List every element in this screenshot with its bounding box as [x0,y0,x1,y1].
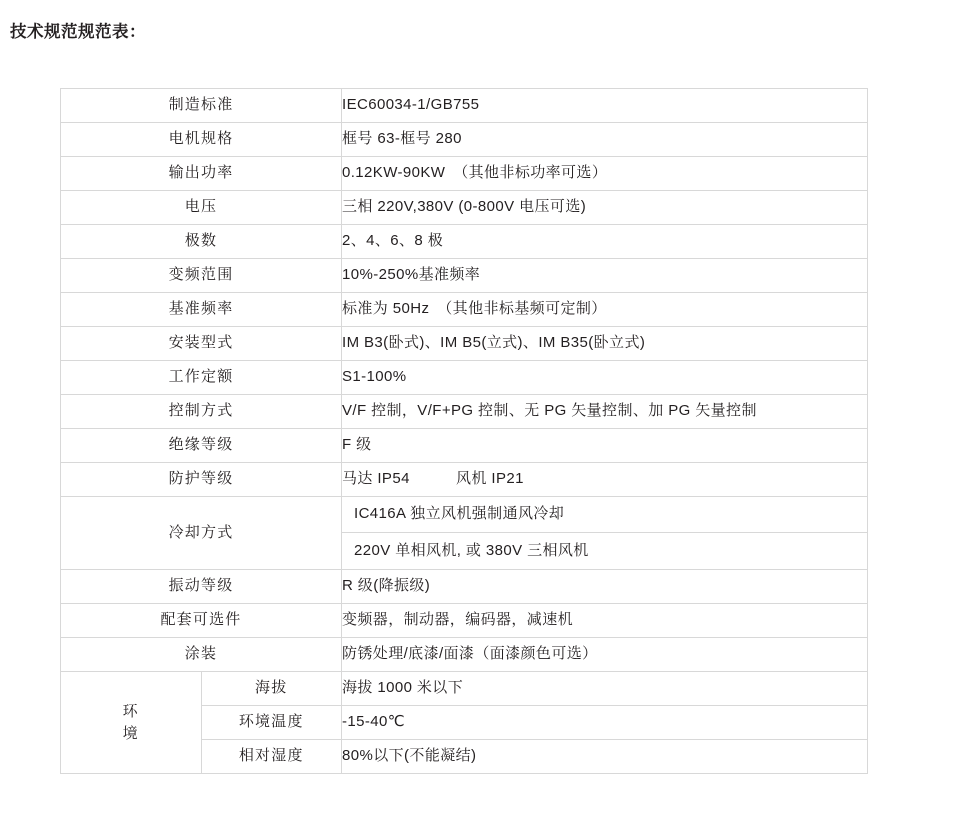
row-value: F 级 [342,429,868,463]
row-value: IM B3(卧式)、IM B5(立式)、IM B35(卧立式) [342,327,868,361]
row-value-group [342,497,868,570]
table-row [61,293,868,327]
row-label: 配套可选件 [61,604,342,638]
row-label: 绝缘等级 [61,429,342,463]
table-row [61,259,868,293]
row-value: -15-40℃ [342,706,868,740]
table-row [61,191,868,225]
row-value: IEC60034-1/GB755 [342,89,868,123]
row-label: 电压 [61,191,342,225]
row-value: 框号 63-框号 280 [342,123,868,157]
row-value-line: IC416A 独立风机强制通风冷却 [342,497,867,533]
table-row-cooling [61,497,868,570]
row-label: 涂装 [61,638,342,672]
specification-table-container [60,88,868,774]
table-row [61,395,868,429]
row-group-label-text: 环 境 [122,702,139,742]
row-value: 0.12KW-90KW （其他非标功率可选） [342,157,868,191]
table-row [61,89,868,123]
row-value: S1-100% [342,361,868,395]
page-title: 技术规范规范表： [10,23,146,41]
row-group-label [61,672,202,774]
row-value: 10%-250%基准频率 [342,259,868,293]
table-row [61,327,868,361]
row-label: 输出功率 [61,157,342,191]
row-label: 基准频率 [61,293,342,327]
row-value: 马达 IP54 风机 IP21 [342,463,868,497]
table-row-environment [61,672,868,706]
row-value-line: 220V 单相风机, 或 380V 三相风机 [354,541,589,559]
table-row [61,157,868,191]
table-row [61,361,868,395]
row-value: 80%以下(不能凝结) [342,740,868,774]
row-label: 控制方式 [61,395,342,429]
table-row [61,429,868,463]
row-label: 工作定额 [61,361,342,395]
row-label: 电机规格 [61,123,342,157]
row-label: 防护等级 [61,463,342,497]
row-label: 极数 [61,225,342,259]
row-label: 变频范围 [61,259,342,293]
row-label: 制造标准 [61,89,342,123]
row-label: 相对湿度 [201,740,342,774]
table-row [61,604,868,638]
row-value: 2、4、6、8 极 [342,225,868,259]
table-row [61,463,868,497]
row-value: 标准为 50Hz （其他非标基频可定制） [342,293,868,327]
table-row [61,225,868,259]
row-value: 防锈处理/底漆/面漆（面漆颜色可选） [342,638,868,672]
row-label: 海拔 [201,672,342,706]
row-label: 环境温度 [201,706,342,740]
row-value: R 级(降振级) [342,570,868,604]
row-label: 安装型式 [61,327,342,361]
row-label: 振动等级 [61,570,342,604]
table-row [61,638,868,672]
table-row [61,123,868,157]
specification-table [60,88,868,774]
row-value: 变频器，制动器，编码器，减速机 [342,604,868,638]
row-label: 冷却方式 [61,497,342,570]
row-value: 三相 220V,380V (0-800V 电压可选) [342,191,868,225]
table-row [61,570,868,604]
row-value: V/F 控制，V/F+PG 控制、无 PG 矢量控制、加 PG 矢量控制 [342,395,868,429]
row-value: 海拔 1000 米以下 [342,672,868,706]
